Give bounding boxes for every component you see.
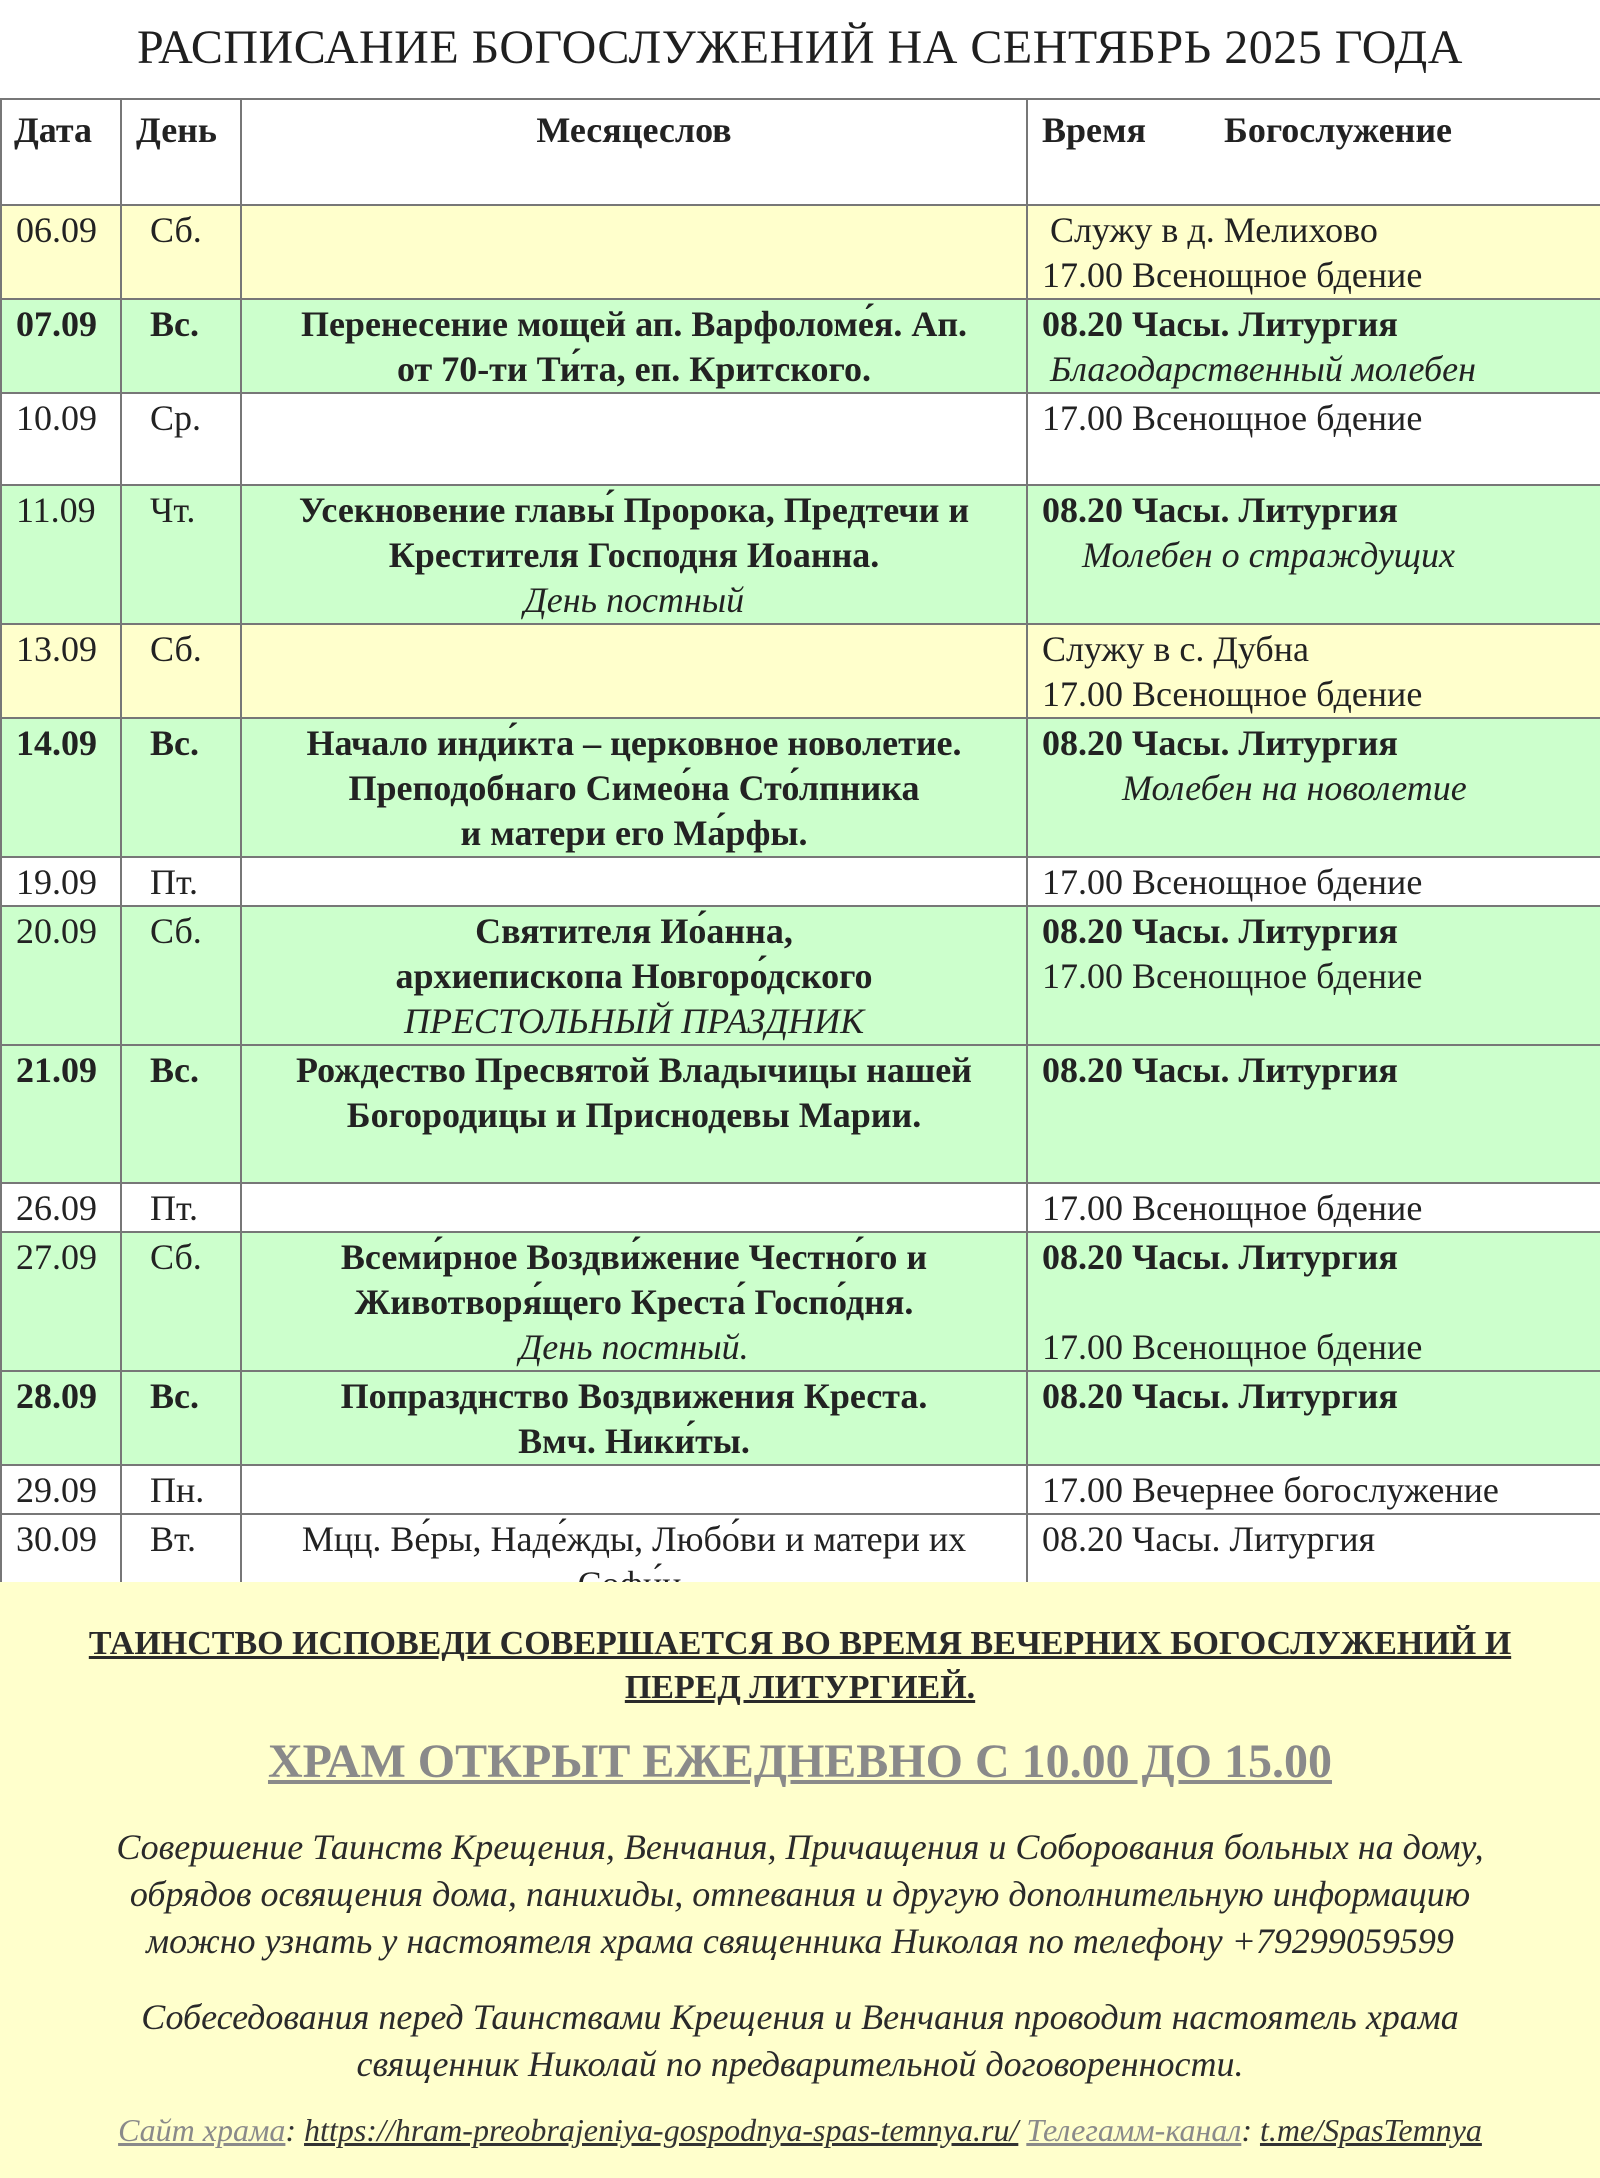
row-day: Вт. bbox=[121, 1514, 241, 1608]
service-line: 17.00 Всенощное бдение bbox=[1042, 862, 1423, 902]
service-line: 08.20 Часы. Литургия bbox=[1042, 304, 1398, 344]
menologion-line: архиепископа Новгоро́дского bbox=[395, 956, 873, 996]
menologion-line: Попразднство Воздвижения Креста. bbox=[340, 1376, 928, 1416]
schedule-row bbox=[1, 393, 1600, 485]
schedule-row bbox=[1, 205, 1600, 299]
info-line-2: обрядов освящения дома, панихиды, отпевания и другую дополнительную информацию bbox=[129, 1874, 1471, 1914]
schedule-row bbox=[1, 857, 1600, 906]
service-line: Молебен на новолетие bbox=[1122, 768, 1467, 808]
row-date: 28.09 bbox=[1, 1371, 121, 1465]
row-day: Вс. bbox=[121, 1371, 241, 1465]
row-menologion bbox=[241, 205, 1027, 299]
row-menologion bbox=[241, 1465, 1027, 1514]
header-time: Время bbox=[1042, 110, 1147, 150]
telegram-link[interactable]: t.me/SpasTemnya bbox=[1259, 2112, 1482, 2148]
row-day: Вс. bbox=[121, 299, 241, 393]
row-date: 06.09 bbox=[1, 205, 121, 299]
schedule-row bbox=[1, 718, 1600, 857]
schedule-row bbox=[1, 1465, 1600, 1514]
service-line bbox=[1042, 1280, 1600, 1325]
menologion-line: День постный. bbox=[519, 1327, 749, 1367]
row-menologion bbox=[241, 1183, 1027, 1232]
header-service: Богослужение bbox=[1224, 110, 1453, 150]
menologion-line: Мцц. Ве́ры, Наде́жды, Любо́ви и матери их bbox=[301, 1519, 967, 1559]
schedule-row bbox=[1, 1045, 1600, 1183]
row-date: 27.09 bbox=[1, 1232, 121, 1371]
menologion-line: День постный bbox=[523, 580, 745, 620]
row-date: 21.09 bbox=[1, 1045, 121, 1183]
row-services bbox=[1027, 718, 1600, 857]
row-services bbox=[1027, 1232, 1600, 1371]
site-link[interactable]: https://hram-preobrajeniya-gospodnya-spas-temnya.ru/ bbox=[304, 2112, 1019, 2148]
row-date: 14.09 bbox=[1, 718, 121, 857]
row-day: Пт. bbox=[121, 1183, 241, 1232]
footer-notes bbox=[0, 1582, 1600, 2178]
row-date: 13.09 bbox=[1, 624, 121, 718]
table-header-row bbox=[1, 99, 1600, 205]
row-date: 20.09 bbox=[1, 906, 121, 1045]
row-day: Сб. bbox=[121, 205, 241, 299]
schedule-row bbox=[1, 1183, 1600, 1232]
row-date: 10.09 bbox=[1, 393, 121, 485]
interview-line-2: священник Николай по предварительной договоренности. bbox=[356, 2044, 1244, 2084]
schedule-row bbox=[1, 1371, 1600, 1465]
row-day: Пт. bbox=[121, 857, 241, 906]
service-line: Благодарственный молебен bbox=[1050, 349, 1476, 389]
row-date: 07.09 bbox=[1, 299, 121, 393]
service-line: 17.00 Всенощное бдение bbox=[1042, 1188, 1423, 1228]
row-day: Вс. bbox=[121, 1045, 241, 1183]
row-day: Пн. bbox=[121, 1465, 241, 1514]
row-services bbox=[1027, 1465, 1600, 1514]
row-menologion bbox=[241, 1045, 1027, 1183]
row-date: 29.09 bbox=[1, 1465, 121, 1514]
info-line-1: Совершение Таинств Крещения, Венчания, Причащения и Соборования больных на дому, bbox=[116, 1827, 1484, 1867]
interview-info bbox=[0, 1994, 1600, 2088]
service-line: 08.20 Часы. Литургия bbox=[1042, 1050, 1398, 1090]
service-line: 08.20 Часы. Литургия bbox=[1042, 1376, 1398, 1416]
row-day: Сб. bbox=[121, 1232, 241, 1371]
row-services bbox=[1027, 393, 1600, 485]
confession-note bbox=[0, 1622, 1600, 1710]
service-line: 08.20 Часы. Литургия bbox=[1042, 723, 1398, 763]
row-services bbox=[1027, 1045, 1600, 1183]
service-line: 08.20 Часы. Литургия bbox=[1042, 1519, 1376, 1559]
info-line-3: можно узнать у настоятеля храма священника Николая по телефону +79299059599 bbox=[146, 1921, 1454, 1961]
row-menologion bbox=[241, 624, 1027, 718]
row-menologion bbox=[241, 906, 1027, 1045]
menologion-line: Перенесение мощей ап. Варфоломе́я. Ап. bbox=[300, 304, 968, 344]
service-line: 17.00 Вечернее богослужение bbox=[1042, 1470, 1499, 1510]
service-line: 08.20 Часы. Литургия bbox=[1042, 490, 1398, 530]
service-line: 17.00 Всенощное бдение bbox=[1042, 956, 1423, 996]
row-date: 11.09 bbox=[1, 485, 121, 624]
confession-line-2: ПЕРЕД ЛИТУРГИЕЙ. bbox=[624, 1669, 976, 1706]
row-menologion bbox=[241, 393, 1027, 485]
service-line: Служу в с. Дубна bbox=[1042, 629, 1309, 669]
opening-hours: ХРАМ ОТКРЫТ ЕЖЕДНЕВНО С 10.00 ДО 15.00 bbox=[267, 1735, 1332, 1788]
menologion-line: Вмч. Ники́ты. bbox=[518, 1421, 750, 1461]
row-day: Сб. bbox=[121, 906, 241, 1045]
service-line: Служу в д. Мелихово bbox=[1050, 210, 1378, 250]
service-line: Молебен о страждущих bbox=[1082, 535, 1455, 575]
row-services bbox=[1027, 1183, 1600, 1232]
row-day: Ср. bbox=[121, 393, 241, 485]
schedule-row bbox=[1, 299, 1600, 393]
menologion-line: Крестителя Господня Иоанна. bbox=[388, 535, 880, 575]
menologion-line: Преподобнаго Симео́на Сто́лпника bbox=[348, 768, 920, 808]
service-line: 17.00 Всенощное бдение bbox=[1042, 255, 1423, 295]
header-time-service bbox=[1027, 99, 1600, 205]
links-line: Сайт храма: https://hram-preobrajeniya-gospodnya-spas-temnya.ru/ Телегамм-канал: t.me/SpasTemnya bbox=[118, 2112, 1482, 2148]
row-services bbox=[1027, 624, 1600, 718]
row-date: 26.09 bbox=[1, 1183, 121, 1232]
row-services bbox=[1027, 857, 1600, 906]
row-menologion bbox=[241, 718, 1027, 857]
menologion-line: Животворя́щего Креста́ Госпо́дня. bbox=[354, 1282, 914, 1322]
row-day: Вс. bbox=[121, 718, 241, 857]
service-line: 17.00 Всенощное бдение bbox=[1042, 1327, 1423, 1367]
header-day: День bbox=[121, 99, 241, 205]
row-services bbox=[1027, 205, 1600, 299]
row-menologion bbox=[241, 299, 1027, 393]
row-services bbox=[1027, 485, 1600, 624]
service-line: 17.00 Всенощное бдение bbox=[1042, 674, 1423, 714]
row-menologion bbox=[241, 1371, 1027, 1465]
service-line: 08.20 Часы. Литургия bbox=[1042, 1237, 1398, 1277]
confession-line-1: ТАИНСТВО ИСПОВЕДИ СОВЕРШАЕТСЯ ВО ВРЕМЯ ВЕЧЕРНИХ БОГОСЛУЖЕНИЙ И bbox=[88, 1625, 1512, 1662]
menologion-line: Рождество Пресвятой Владычицы нашей bbox=[296, 1050, 972, 1090]
site-label: Сайт храма bbox=[118, 2112, 286, 2148]
schedule-row bbox=[1, 906, 1600, 1045]
row-day: Сб. bbox=[121, 624, 241, 718]
sacraments-info bbox=[0, 1824, 1600, 1965]
row-menologion bbox=[241, 857, 1027, 906]
interview-line-1: Собеседования перед Таинствами Крещения и Венчания проводит настоятель храма bbox=[141, 1997, 1459, 2037]
service-line: 17.00 Всенощное бдение bbox=[1042, 398, 1423, 438]
row-day: Чт. bbox=[121, 485, 241, 624]
row-menologion bbox=[241, 485, 1027, 624]
row-services bbox=[1027, 906, 1600, 1045]
row-menologion bbox=[241, 1232, 1027, 1371]
menologion-line: Усекновение главы́ Пророка, Предтечи и bbox=[298, 490, 970, 530]
schedule-row bbox=[1, 1232, 1600, 1371]
row-services bbox=[1027, 299, 1600, 393]
row-date: 30.09 bbox=[1, 1514, 121, 1608]
telegram-label: Телегамм-канал bbox=[1026, 2112, 1242, 2148]
service-line: 08.20 Часы. Литургия bbox=[1042, 911, 1398, 951]
row-date: 19.09 bbox=[1, 857, 121, 906]
menologion-line: Всеми́рное Воздви́жение Честно́го и bbox=[340, 1237, 928, 1277]
schedule-table bbox=[0, 98, 1600, 1609]
menologion-line: и матери его Ма́рфы. bbox=[460, 813, 808, 853]
menologion-line: Начало инди́кта – церковное новолетие. bbox=[306, 723, 962, 763]
menologion-line: Богородицы и Приснодевы Марии. bbox=[346, 1095, 922, 1135]
menologion-line: от 70-ти Ти́та, еп. Критского. bbox=[396, 349, 871, 389]
header-menologion: Месяцеслов bbox=[241, 99, 1027, 205]
menologion-line: ПРЕСТОЛЬНЫЙ ПРАЗДНИК bbox=[403, 1001, 865, 1041]
schedule-row bbox=[1, 624, 1600, 718]
schedule-row bbox=[1, 485, 1600, 624]
row-services bbox=[1027, 1371, 1600, 1465]
header-date: Дата bbox=[1, 99, 121, 205]
menologion-line: Святителя Ио́анна, bbox=[475, 911, 793, 951]
page-title: РАСПИСАНИЕ БОГОСЛУЖЕНИЙ НА СЕНТЯБРЬ 2025 ГОДА bbox=[0, 0, 1600, 95]
